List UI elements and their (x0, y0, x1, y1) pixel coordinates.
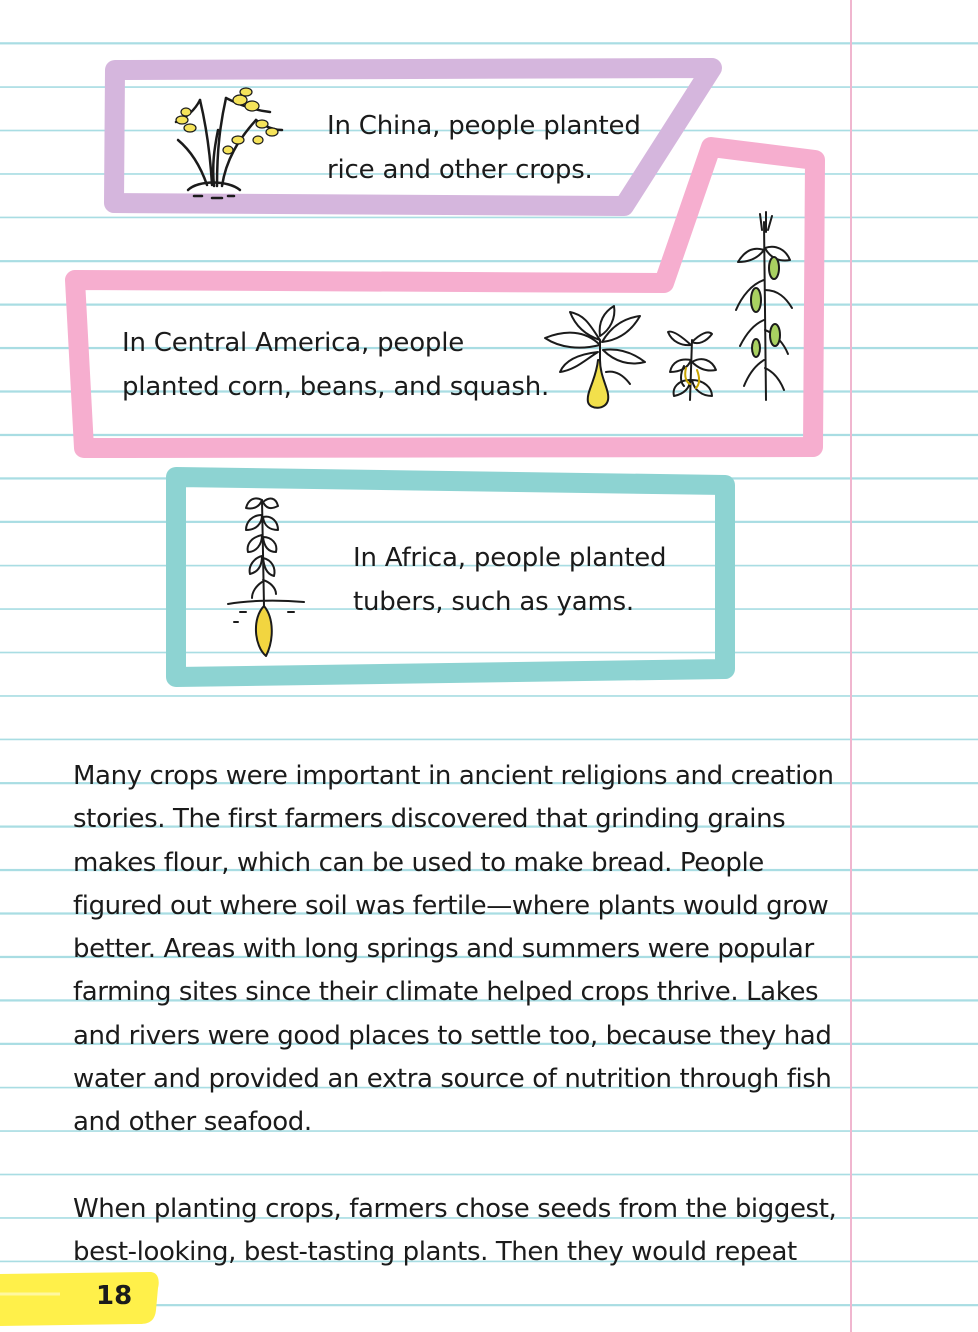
yam-plant-icon (228, 498, 304, 656)
corn-plant-icon (736, 212, 792, 400)
central-america-callout-text (122, 321, 549, 409)
page-number-highlight (0, 1272, 159, 1326)
paragraph-1-line: farming sites since their climate helped crops thrive. Lakes (73, 977, 819, 1008)
china-callout-text (327, 104, 641, 192)
paragraph-1-line: water and provided an extra source of nutrition through fish (73, 1064, 832, 1095)
africa-callout-text (353, 536, 666, 624)
paragraph-1-line: Many crops were important in ancient religions and creation (73, 761, 834, 791)
body-paragraph-1 (73, 755, 843, 1145)
rice-plant-icon (176, 88, 282, 198)
china-callout-line-1: In China, people planted (327, 111, 641, 141)
china-callout-line-2: rice and other crops. (327, 155, 593, 185)
paragraph-1-line: figured out where soil was fertile—where plants would grow (73, 890, 829, 921)
paragraph-1-line: stories. The first farmers discovered that grinding grains (73, 804, 786, 835)
squash-plant-icon (545, 306, 645, 408)
paragraph-1-line: better. Areas with long springs and summers were popular (73, 934, 814, 965)
page-number-tab (0, 1270, 162, 1328)
africa-callout-line-2: tubers, such as yams. (353, 587, 635, 617)
bean-plant-icon (668, 332, 716, 400)
paragraph-1-line: makes flour, which can be used to make bread. People (73, 847, 764, 878)
africa-callout-line-1: In Africa, people planted (353, 543, 667, 573)
paragraph-1-line: and rivers were good places to settle too, because they had (73, 1020, 832, 1051)
paragraph-1-line: and other seafood. (73, 1107, 312, 1138)
page-number: 18 (96, 1281, 133, 1311)
paragraph-2-line: When planting crops, farmers chose seeds from the biggest, (73, 1194, 837, 1224)
central-america-callout-line-1: In Central America, people (122, 328, 465, 358)
paragraph-2-line: best-looking, best-tasting plants. Then they would repeat (73, 1237, 797, 1268)
central-america-callout-line-2: planted corn, beans, and squash. (122, 372, 550, 402)
body-paragraph-2 (73, 1188, 843, 1275)
